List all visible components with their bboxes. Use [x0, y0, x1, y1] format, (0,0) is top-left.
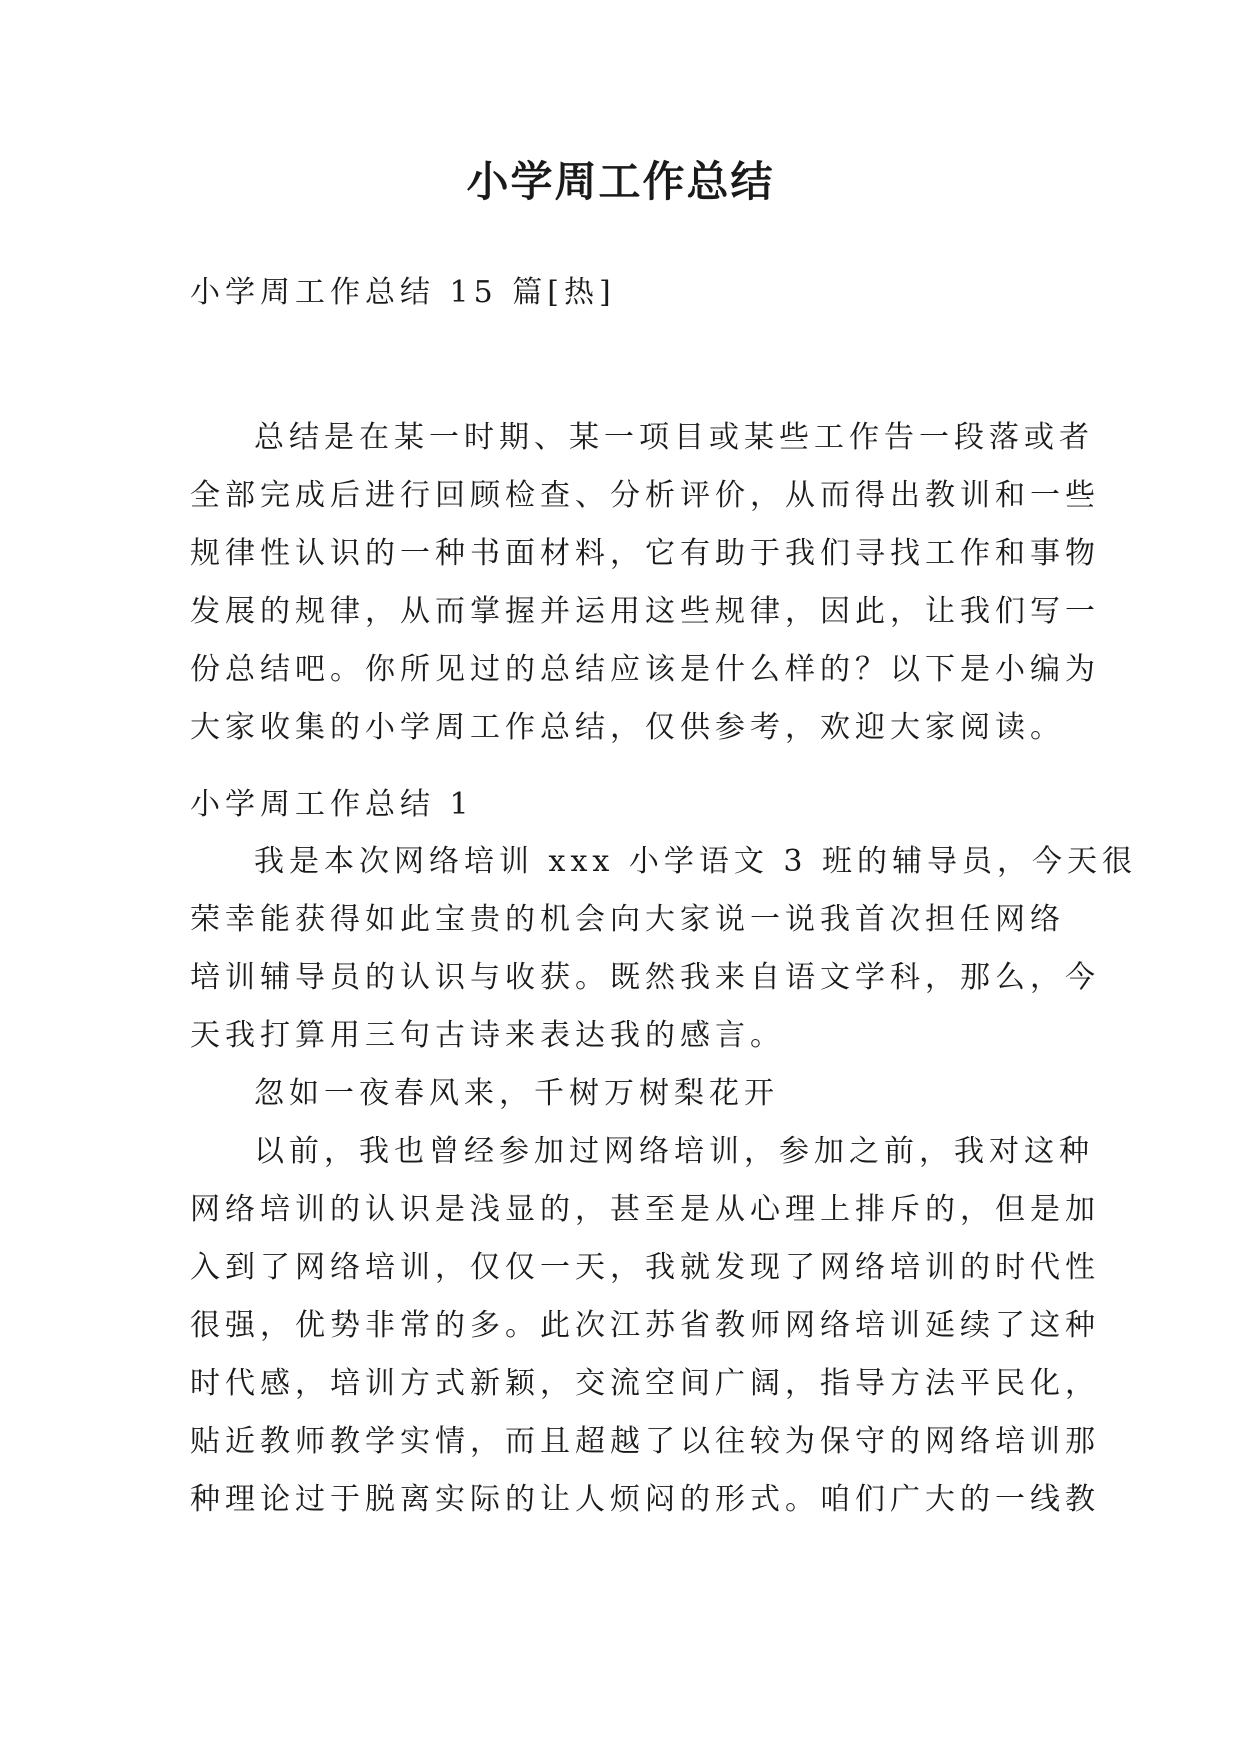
section-line: 时代感，培训方式新颖，交流空间广阔，指导方法平民化， [190, 1366, 1100, 1401]
section-line: 我是本次网络培训 xxx 小学语文 3 班的辅导员，今天很 [254, 844, 1137, 879]
document-title: 小学周工作总结 [466, 157, 775, 206]
intro-line: 总结是在某一时期、某一项目或某些工作告一段落或者 [254, 420, 1094, 455]
intro-line: 大家收集的小学周工作总结，仅供参考，欢迎大家阅读。 [190, 710, 1065, 745]
section-line: 以前，我也曾经参加过网络培训，参加之前，我对这种 [254, 1134, 1094, 1169]
intro-line: 全部完成后进行回顾检查、分析评价，从而得出教训和一些 [190, 478, 1100, 513]
section-line: 很强，优势非常的多。此次江苏省教师网络培训延续了这种 [190, 1308, 1100, 1343]
section-line: 贴近教师教学实情，而且超越了以往较为保守的网络培训那 [190, 1424, 1100, 1459]
poem-line: 忽如一夜春风来，千树万树梨花开 [254, 1076, 779, 1111]
section-body [190, 833, 1137, 1529]
intro-line: 发展的规律，从而掌握并运用这些规律，因此，让我们写一 [190, 594, 1100, 629]
section-line: 网络培训的认识是浅显的，甚至是从心理上排斥的，但是加 [190, 1192, 1100, 1227]
section-line: 荣幸能获得如此宝贵的机会向大家说一说我首次担任网络 [190, 902, 1065, 937]
section-line: 入到了网络培训，仅仅一天，我就发现了网络培训的时代性 [190, 1250, 1100, 1285]
intro-line: 份总结吧。你所见过的总结应该是什么样的？以下是小编为 [190, 652, 1100, 687]
section-line: 种理论过于脱离实际的让人烦闷的形式。咱们广大的一线教 [190, 1482, 1100, 1517]
document-subtitle: 小学周工作总结 15 篇[热] [190, 275, 616, 310]
section-heading: 小学周工作总结 1 [190, 787, 474, 822]
intro-paragraph [190, 409, 1100, 757]
section-line: 天我打算用三句古诗来表达我的感言。 [190, 1018, 785, 1053]
section-line: 培训辅导员的认识与收获。既然我来自语文学科，那么，今 [190, 960, 1100, 995]
intro-line: 规律性认识的一种书面材料，它有助于我们寻找工作和事物 [190, 536, 1100, 571]
